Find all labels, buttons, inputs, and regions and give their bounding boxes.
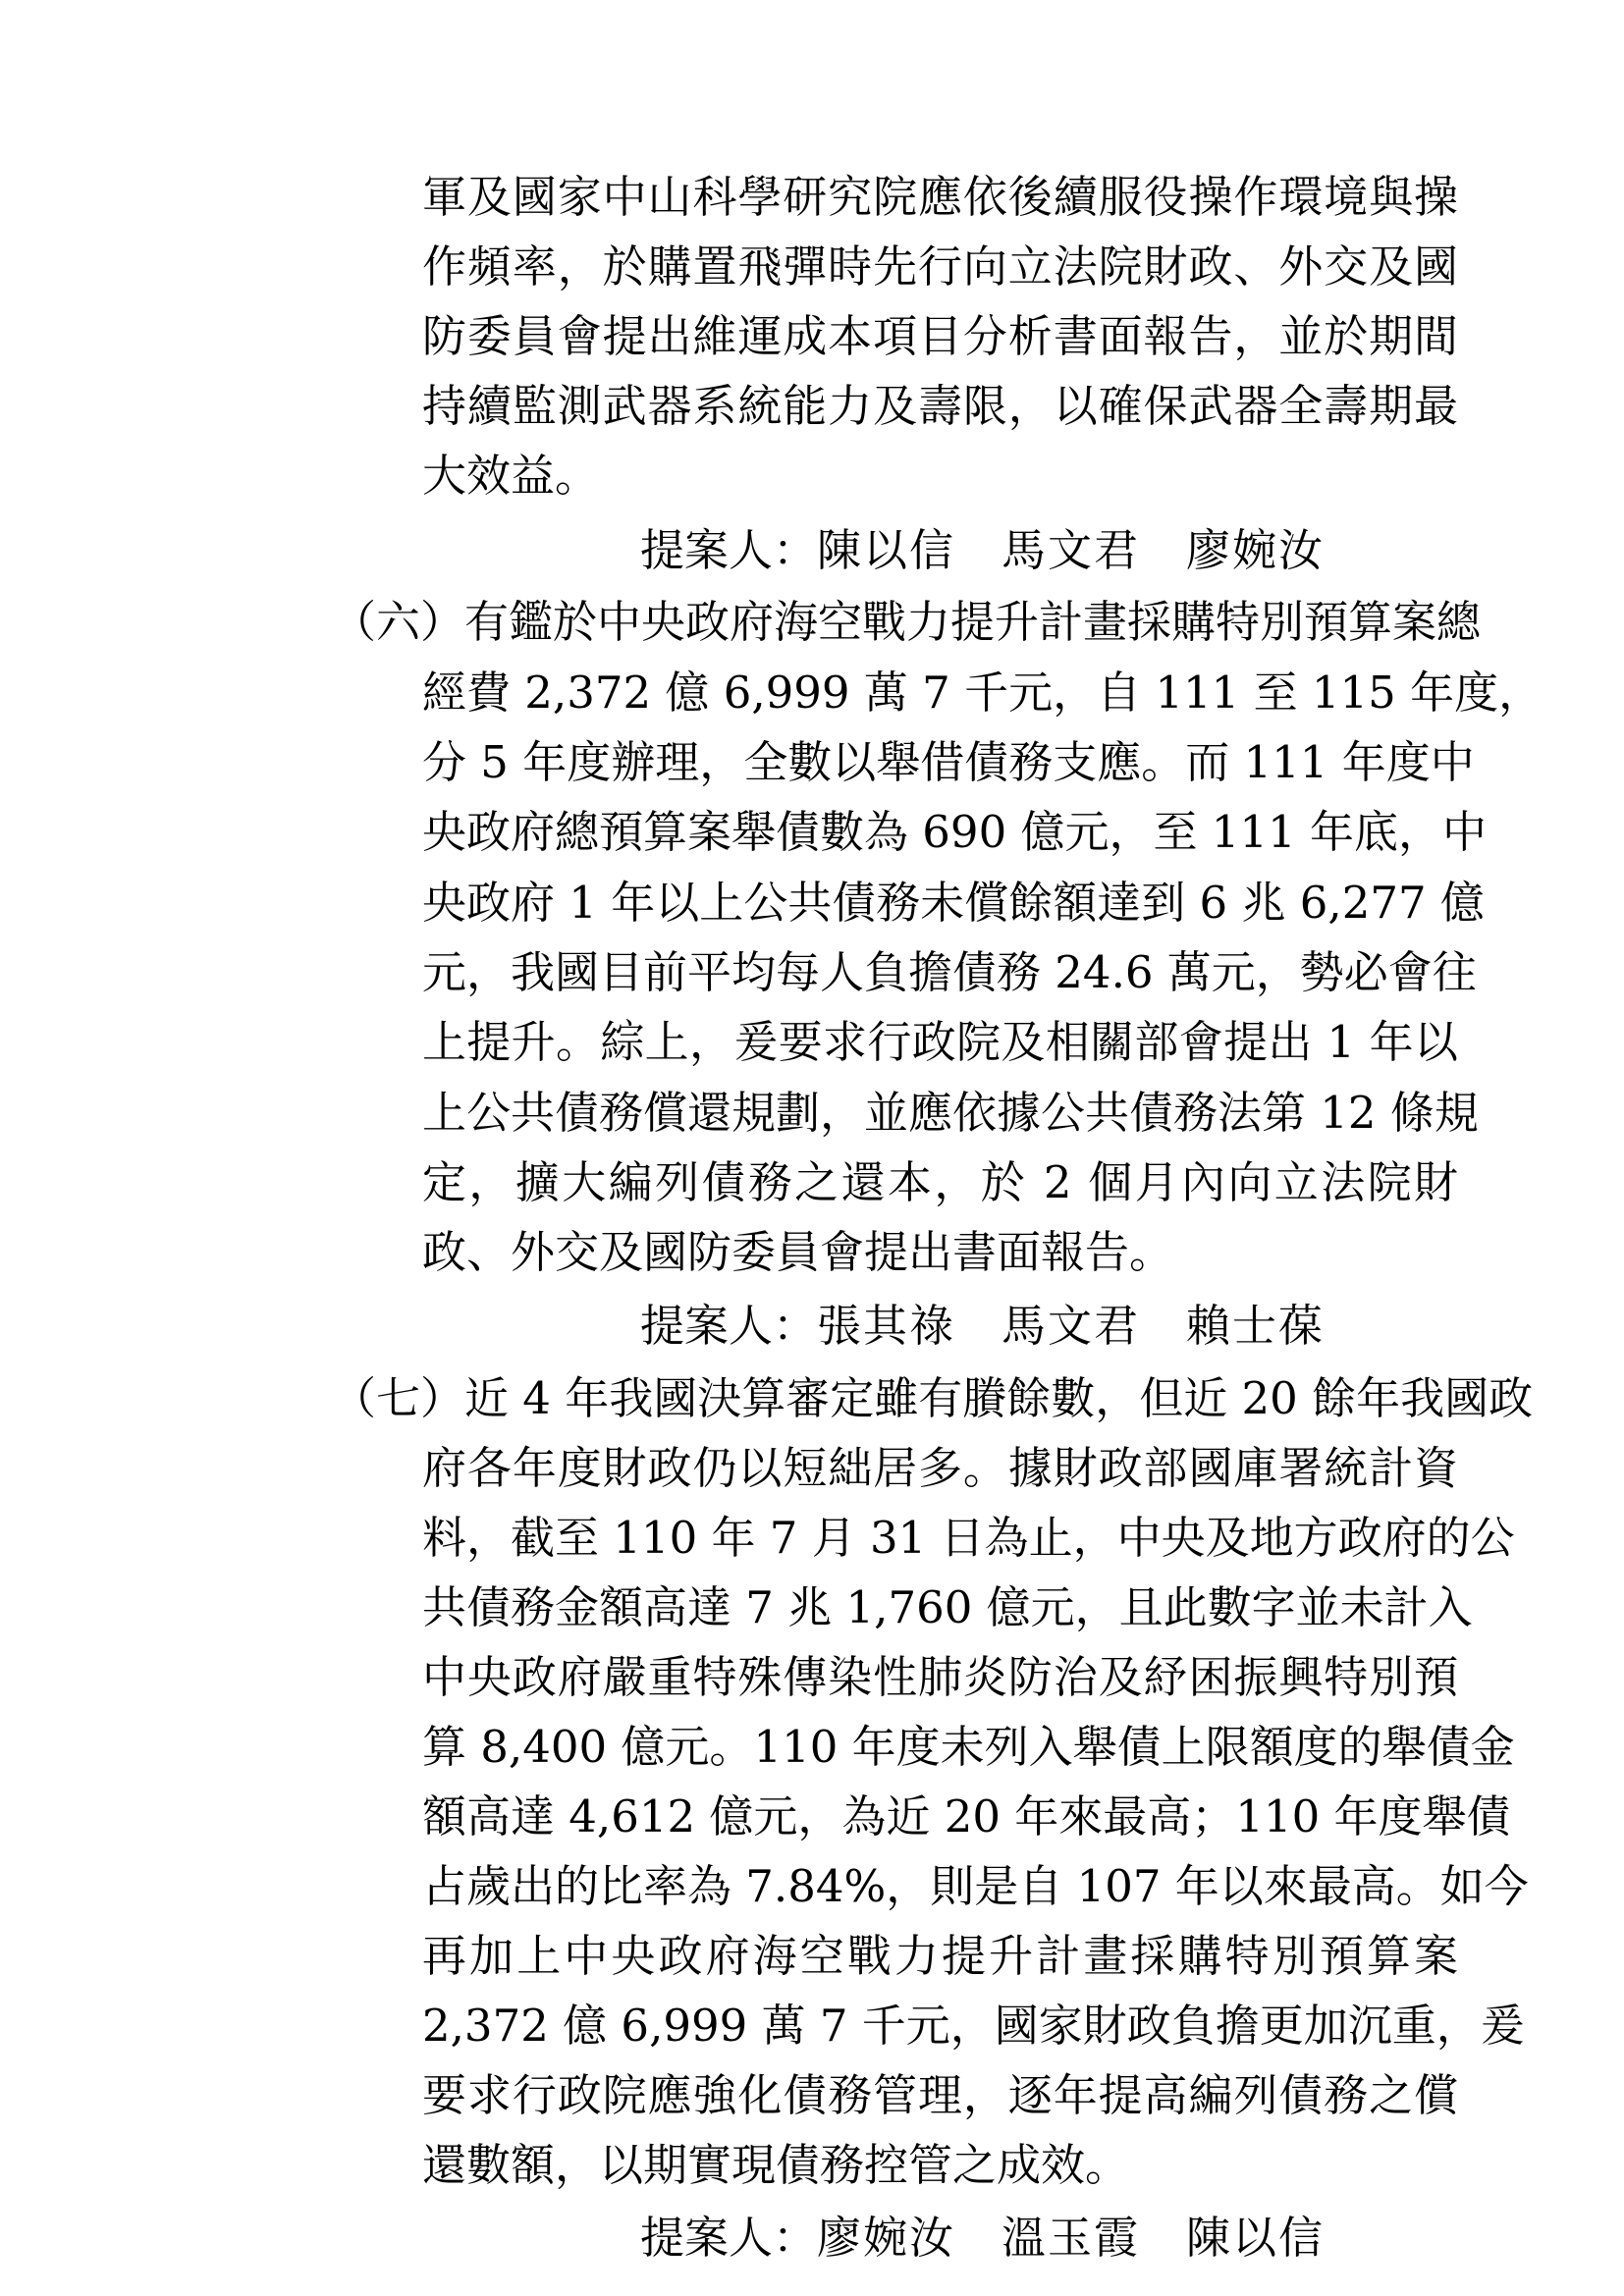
text-line: 大效益。 [422, 450, 600, 502]
text-line: 央政府總預算案舉債數為 690 億元，至 111 年底，中 [422, 806, 1488, 858]
text-line: 定，擴大編列債務之還本，於 2 個月內向立法院財 [422, 1156, 1458, 1208]
text-line: 要求行政院應強化債務管理，逐年提高編列債務之償 [422, 2069, 1458, 2121]
proposer-line [640, 2199, 1325, 2277]
text-line: 持續監測武器系統能力及壽限，以確保武器全壽期最 [422, 380, 1458, 432]
proposer-label: 提案人： [640, 524, 818, 576]
text-line: 共債務金額高達 7 兆 1,760 億元，且此數字並未計入 [422, 1581, 1473, 1633]
proposer-names: 陳以信 馬文君 廖婉汝 [817, 524, 1326, 576]
proposer-line [640, 1287, 1325, 1365]
text-line: 作頻率，於購置飛彈時先行向立法院財政、外交及國 [422, 240, 1458, 293]
text-line: 央政府 1 年以上公共債務未償餘額達到 6 兆 6,277 億 [422, 877, 1485, 929]
proposer-names: 張其祿 馬文君 賴士葆 [817, 1300, 1326, 1352]
item-heading-line: （六）有鑑於中央政府海空戰力提升計畫採購特別預算案總 [332, 596, 1482, 648]
proposer-names: 廖婉汝 溫玉霞 陳以信 [817, 2212, 1326, 2264]
text-line: 占歲出的比率為 7.84%，則是自 107 年以來最高。如今 [422, 1860, 1529, 1912]
text-line: 上公共債務償還規劃，並應依據公共債務法第 12 條規 [422, 1087, 1479, 1139]
text-line: 再加上中央政府海空戰力提升計畫採購特別預算案 [422, 1930, 1458, 1982]
text-line: 府各年度財政仍以短絀居多。據財政部國庫署統計資 [422, 1442, 1458, 1494]
proposer-line [640, 511, 1325, 590]
proposer-label: 提案人： [640, 1300, 818, 1352]
text-line: 額高達 4,612 億元，為近 20 年來最高；110 年度舉債 [422, 1790, 1511, 1842]
text-line: 防委員會提出維運成本項目分析書面報告，並於期間 [422, 310, 1458, 362]
text-line: 政、外交及國防委員會提出書面報告。 [422, 1226, 1174, 1278]
text-line: 算 8,400 億元。110 年度未列入舉債上限額度的舉債金 [422, 1721, 1515, 1773]
text-line: 中央政府嚴重特殊傳染性肺炎防治及紓困振興特別預 [422, 1651, 1458, 1703]
item-heading-line: （七）近 4 年我國決算審定雖有賸餘數，但近 20 餘年我國政 [332, 1372, 1534, 1424]
text-line: 元，我國目前平均每人負擔債務 24.6 萬元，勢必會往 [422, 946, 1477, 998]
text-line: 軍及國家中山科學研究院應依後續服役操作環境與操 [422, 171, 1458, 223]
text-line: 上提升。綜上，爰要求行政院及相關部會提出 1 年以 [422, 1016, 1458, 1068]
text-line: 2,372 億 6,999 萬 7 千元，國家財政負擔更加沉重，爰 [422, 2000, 1525, 2052]
proposer-label: 提案人： [640, 2212, 818, 2264]
text-line: 分 5 年度辦理，全數以舉借債務支應。而 111 年度中 [422, 736, 1475, 788]
text-line: 經費 2,372 億 6,999 萬 7 千元，自 111 至 115 年度， [422, 667, 1543, 719]
text-line: 料，截至 110 年 7 月 31 日為止，中央及地方政府的公 [422, 1512, 1515, 1564]
text-line: 還數額，以期實現債務控管之成效。 [422, 2139, 1130, 2191]
